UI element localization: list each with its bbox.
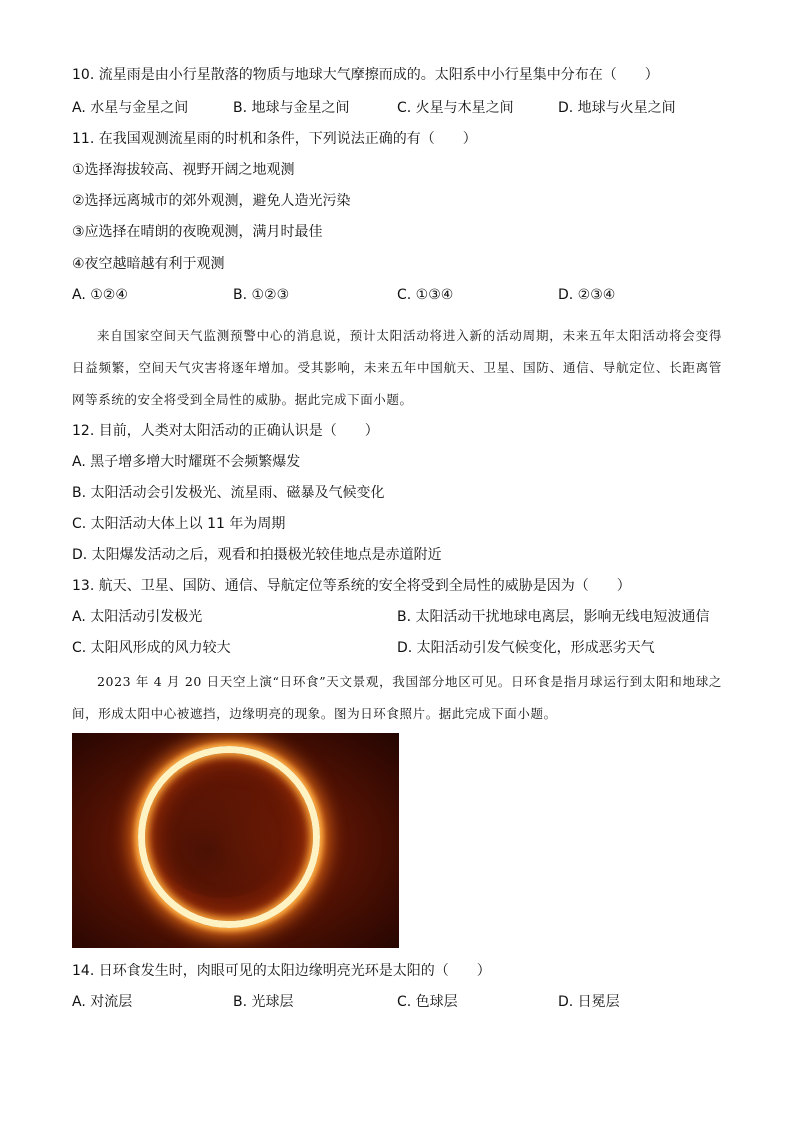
q12-option-a: A. 黑子增多增大时耀斑不会频繁爆发 (72, 454, 301, 470)
q14-stem: 14. 日环食发生时，肉眼可见的太阳边缘明亮光环是太阳的（ ） (72, 963, 491, 979)
q14-option-d: D. 日冕层 (558, 994, 620, 1010)
q11-option-a: A. ①②④ (72, 287, 128, 303)
q10-stem: 10. 流星雨是由小行星散落的物质与地球大气摩擦而成的。太阳系中小行星集中分布在（ ） (72, 67, 659, 83)
q11-option-b: B. ①②③ (233, 287, 290, 303)
q14-option-b: B. 光球层 (233, 994, 294, 1010)
q13-option-c: C. 太阳风形成的风力较大 (72, 640, 231, 656)
q10-option-a: A. 水星与金星之间 (72, 100, 189, 116)
q12-option-b: B. 太阳活动会引发极光、流星雨、磁暴及气候变化 (72, 485, 385, 501)
q10-option-d: D. 地球与火星之间 (558, 100, 676, 116)
reading-passage-solar-activity: 来自国家空间天气监测预警中心的消息说，预计太阳活动将进入新的活动周期，未来五年太阳活动将会变得日益频繁，空间天气灾害将逐年增加。受其影响，未来五年中国航天、卫星、国防、通信、导航定位、长距离管网等系统的安全将受到全局性的威胁。据此完成下面小题。 (72, 328, 722, 407)
q11-statement-4: ④夜空越暗越有利于观测 (72, 256, 225, 272)
q13-option-b: B. 太阳活动干扰地球电离层，影响无线电短波通信 (397, 609, 710, 625)
q10-option-b: B. 地球与金星之间 (233, 100, 350, 116)
q14-option-c: C. 色球层 (397, 994, 458, 1010)
q13-option-a: A. 太阳活动引发极光 (72, 609, 203, 625)
q14-option-a: A. 对流层 (72, 994, 133, 1010)
q12-option-d: D. 太阳爆发活动之后，观看和拍摄极光较佳地点是赤道附近 (72, 547, 442, 563)
q11-statement-1: ①选择海拔较高、视野开阔之地观测 (72, 162, 295, 178)
q11-option-c: C. ①③④ (397, 287, 454, 303)
q11-statement-2: ②选择远离城市的郊外观测，避免人造光污染 (72, 193, 351, 209)
reading-passage-annular-eclipse: 2023 年 4 月 20 日天空上演“日环食”天文景观，我国部分地区可见。日环食是指月球运行到太阳和地球之间，形成太阳中心被遮挡，边缘明亮的现象。图为日环食照片。据此完成下面小题。 (72, 674, 722, 721)
q11-stem: 11. 在我国观测流星雨的时机和条件，下列说法正确的有（ ） (72, 131, 477, 147)
q13-option-d: D. 太阳活动引发气候变化，形成恶劣天气 (397, 640, 655, 656)
q12-option-c: C. 太阳活动大体上以 11 年为周期 (72, 516, 286, 532)
q10-option-c: C. 火星与木星之间 (397, 100, 514, 116)
eclipse-ring (138, 746, 320, 928)
q12-stem: 12. 目前，人类对太阳活动的正确认识是（ ） (72, 423, 379, 439)
q13-stem: 13. 航天、卫星、国防、通信、导航定位等系统的安全将受到全局性的威胁是因为（ ） (72, 578, 631, 594)
q11-statement-3: ③应选择在晴朗的夜晚观测，满月时最佳 (72, 224, 323, 240)
annular-eclipse-photo (72, 733, 399, 948)
q11-option-d: D. ②③④ (558, 287, 616, 303)
